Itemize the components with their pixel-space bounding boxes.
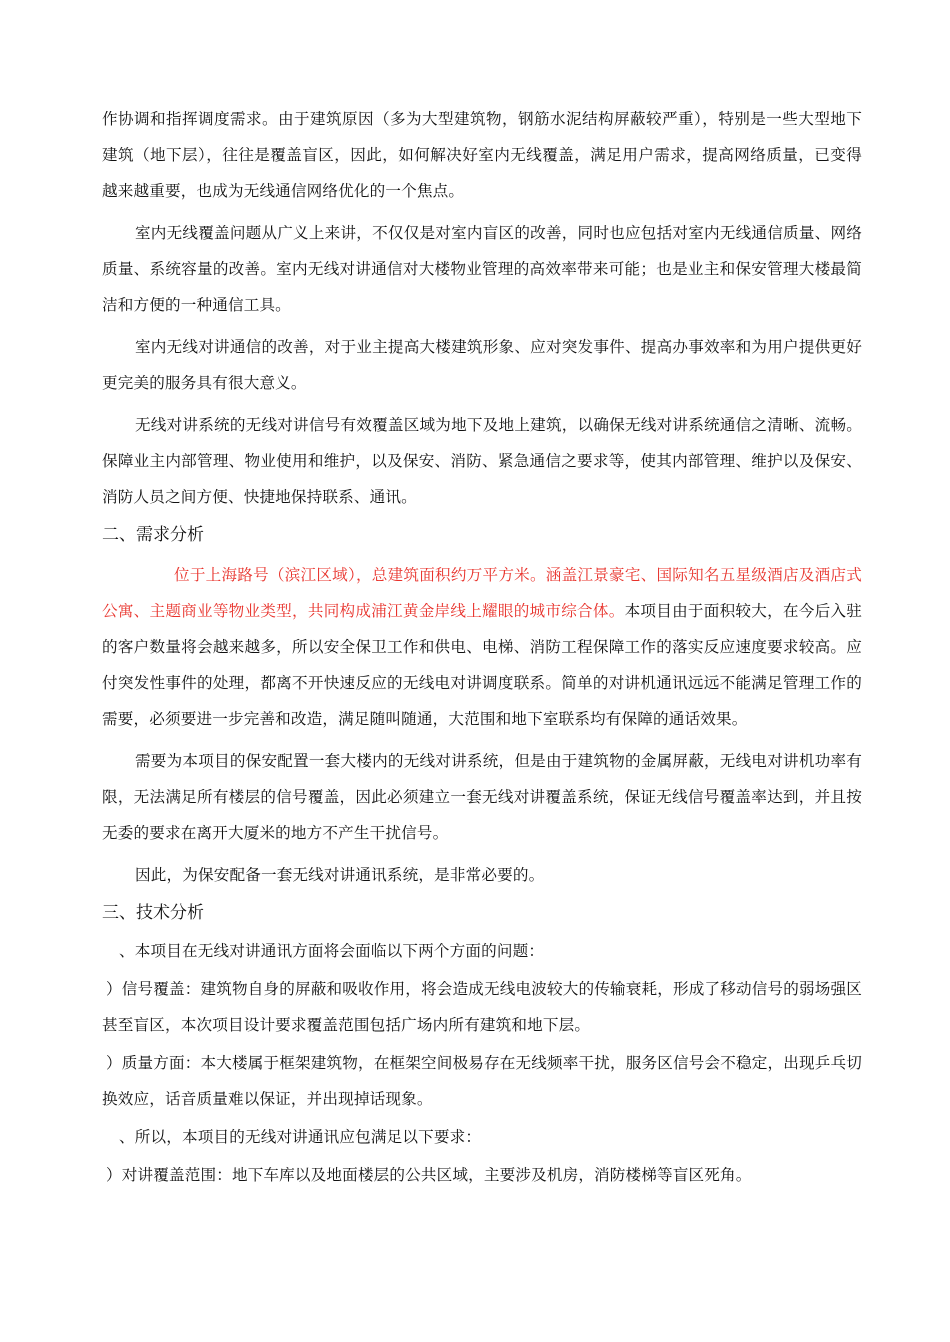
paragraph-necessity: 因此，为保安配备一套无线对讲通讯系统，是非常必要的。 — [135, 866, 545, 884]
list-item-coverage-scope: ）对讲覆盖范围：地下车库以及地面楼层的公共区域，主要涉及机房，消防楼梯等盲区死角。 — [106, 1166, 752, 1184]
list-item-signal-coverage: ）信号覆盖：建筑物自身的屏蔽和吸收作用，将会造成无线电波较大的传输衰耗，形成了移动信号的弱场强区甚至盲区，本次项目设计要求覆盖范围包括广场内所有建筑和地下层。 — [102, 980, 862, 1034]
paragraph-project-overview — [102, 557, 862, 737]
document-body — [102, 101, 862, 1193]
section-heading-technical: 三、技术分析 — [102, 903, 204, 923]
section-heading-requirements: 二、需求分析 — [102, 525, 204, 545]
paragraph-security-system: 需要为本项目的保安配置一套大楼内的无线对讲系统，但是由于建筑物的金属屏蔽，无线电对讲机功率有限，无法满足所有楼层的信号覆盖，因此必须建立一套无线对讲覆盖系统，保证无线信号覆盖率达到，并且按无委的要求在离开大厦米的地方不产生干扰信号。 — [102, 752, 862, 842]
paragraph-requirements-intro: 、所以，本项目的无线对讲通讯应包满足以下要求： — [119, 1128, 482, 1146]
paragraph-issues-intro: 、本项目在无线对讲通讯方面将会面临以下两个方面的问题： — [119, 942, 545, 960]
paragraph-coverage-area: 无线对讲系统的无线对讲信号有效覆盖区域为地下及地上建筑，以确保无线对讲系统通信之清晰、流畅。保障业主内部管理、物业使用和维护，以及保安、消防、紧急通信之要求等，使其内部管理、维护以及保安、消防人员之间方便、快捷地保持联系、通讯。 — [102, 416, 862, 506]
list-item-quality: ）质量方面：本大楼属于框架建筑物，在框架空间极易存在无线频率干扰，服务区信号会不稳定，出现乒乓切换效应，话音质量难以保证，并出现掉话现象。 — [102, 1054, 862, 1108]
project-overview-text: 本项目由于面积较大，在今后入驻的客户数量将会越来越多，所以安全保卫工作和供电、电梯、消防工程保障工作的落实反应速度要求较高。应付突发性事件的处理，都离不开快速反应的无线电对讲调度联系。简单的对讲机通讯远远不能满足管理工作的需要，必须要进一步完善和改造，满足随叫随通，大范围和地下室联系均有保障的通话效果。 — [102, 602, 862, 728]
project-highlight-text: 位于上海路号（滨江区域），总建筑面积约万平方米。涵盖江景豪宅、国际知名五星级酒店及酒店式公寓、主题商业等物业类型，共同构成浦江黄金岸线上耀眼的城市综合体。 — [102, 566, 862, 620]
paragraph-indoor-coverage: 室内无线覆盖问题从广义上来讲，不仅仅是对室内盲区的改善，同时也应包括对室内无线通信质量、网络质量、系统容量的改善。室内无线对讲通信对大楼物业管理的高效率带来可能；也是业主和保安管理大楼最简洁和方便的一种通信工具。 — [102, 224, 862, 314]
paragraph-intro-continuation: 作协调和指挥调度需求。由于建筑原因（多为大型建筑物，钢筋水泥结构屏蔽较严重），特别是一些大型地下建筑（地下层），往往是覆盖盲区，因此，如何解决好室内无线覆盖，满足用户需求，提高网络质量，已变得越来越重要，也成为无线通信网络优化的一个焦点。 — [102, 110, 862, 200]
paragraph-indoor-improvement: 室内无线对讲通信的改善，对于业主提高大楼建筑形象、应对突发事件、提高办事效率和为用户提供更好更完美的服务具有很大意义。 — [102, 338, 862, 392]
